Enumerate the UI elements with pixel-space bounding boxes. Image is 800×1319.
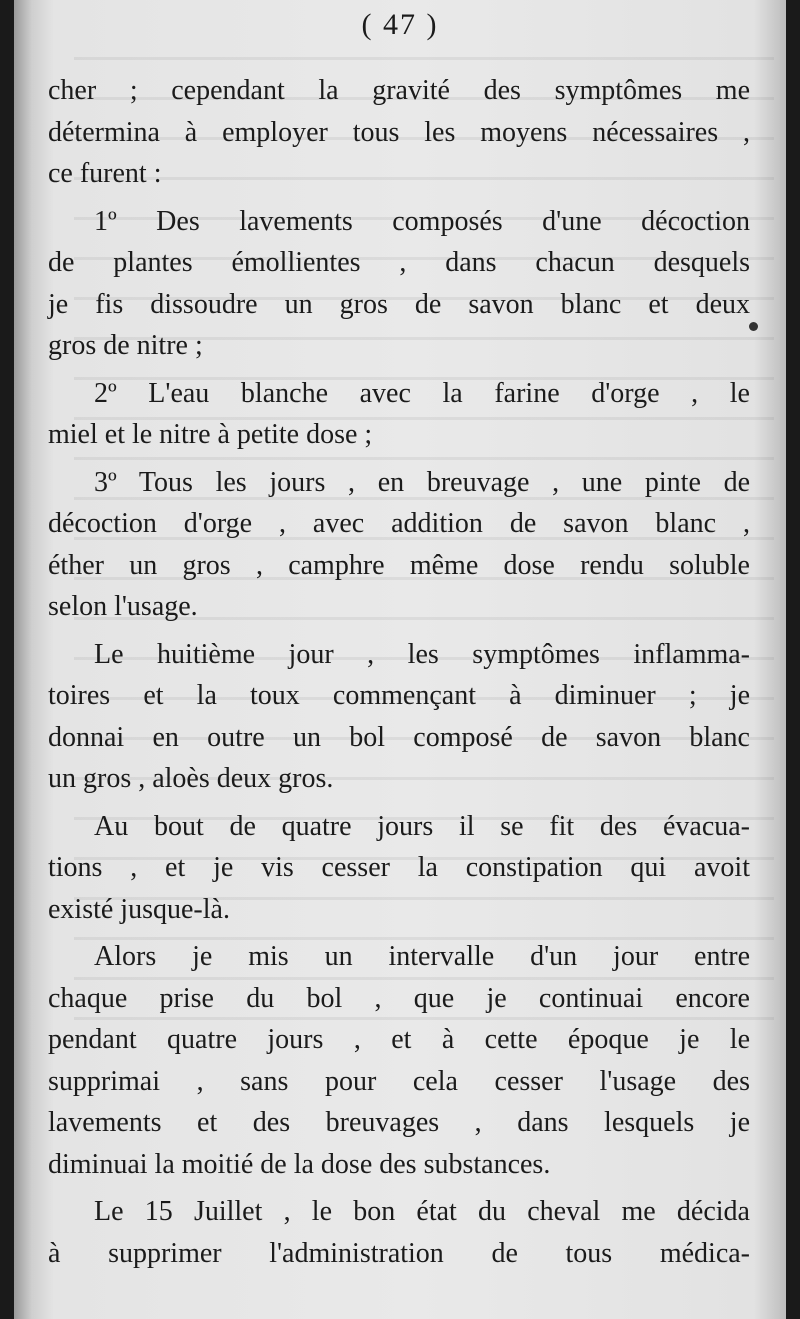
text-line: décoction d'orge , avec addition de savon blanc , — [48, 508, 750, 539]
text-line: un gros , aloès deux gros. — [48, 763, 334, 794]
ink-spot — [749, 322, 758, 331]
text-line: Au bout de quatre jours il se fit des évacua- — [94, 810, 750, 842]
text-line: à supprimer l'administration de tous médica- — [48, 1237, 750, 1269]
text-line: donnai en outre un bol composé de savon blanc — [48, 721, 750, 753]
text-line: 3º Tous les jours , en breuvage , une pinte de — [94, 466, 750, 498]
paragraph-july — [48, 1191, 750, 1274]
text-line: 1º Des lavements composés d'une décoction — [94, 205, 750, 237]
paragraph-interval — [48, 936, 750, 1185]
text-line: cher ; cependant la gravité des symptômes me — [48, 75, 750, 106]
text-line: existé jusque-là. — [48, 893, 230, 925]
text-line: gros de nitre ; — [48, 330, 203, 361]
text-line: diminuai la moitié de la dose des substances. — [48, 1148, 551, 1180]
paragraph-intro — [48, 70, 750, 195]
paragraph-item-2 — [48, 373, 750, 456]
text-line: Alors je mis un intervalle d'un jour entre — [94, 941, 750, 972]
text-line: de plantes émollientes , dans chacun desquels — [48, 247, 750, 278]
page-body — [48, 70, 750, 1280]
text-line: lavements et des breuvages , dans lesquels je — [48, 1107, 750, 1138]
text-line: Le huitième jour , les symptômes inflamma- — [94, 638, 750, 670]
text-line: supprimai , sans pour cela cesser l'usage des — [48, 1065, 750, 1097]
text-line: miel et le nitre à petite dose ; — [48, 419, 373, 450]
text-line: toires et la toux commençant à diminuer ; je — [48, 680, 750, 711]
paragraph-item-3 — [48, 462, 750, 628]
paragraph-eighth-day — [48, 634, 750, 800]
text-line: Le 15 Juillet , le bon état du cheval me décida — [94, 1196, 750, 1227]
text-line: éther un gros , camphre même dose rendu soluble — [48, 549, 750, 581]
text-line: pendant quatre jours , et à cette époque je le — [48, 1024, 750, 1055]
text-line: détermina à employer tous les moyens nécessaires , — [48, 116, 750, 148]
text-line: chaque prise du bol , que je continuai encore — [48, 982, 750, 1014]
text-line: je fis dissoudre un gros de savon blanc et deux — [48, 288, 750, 320]
book-page — [14, 0, 786, 1319]
paragraph-four-days — [48, 806, 750, 931]
text-line: tions , et je vis cesser la constipation qui avoit — [48, 852, 750, 883]
paragraph-item-1 — [48, 201, 750, 367]
text-line: 2º L'eau blanche avec la farine d'orge , le — [94, 377, 750, 409]
page-number: ( 47 ) — [361, 8, 439, 41]
text-line: selon l'usage. — [48, 591, 198, 622]
text-line: ce furent : — [48, 158, 162, 189]
